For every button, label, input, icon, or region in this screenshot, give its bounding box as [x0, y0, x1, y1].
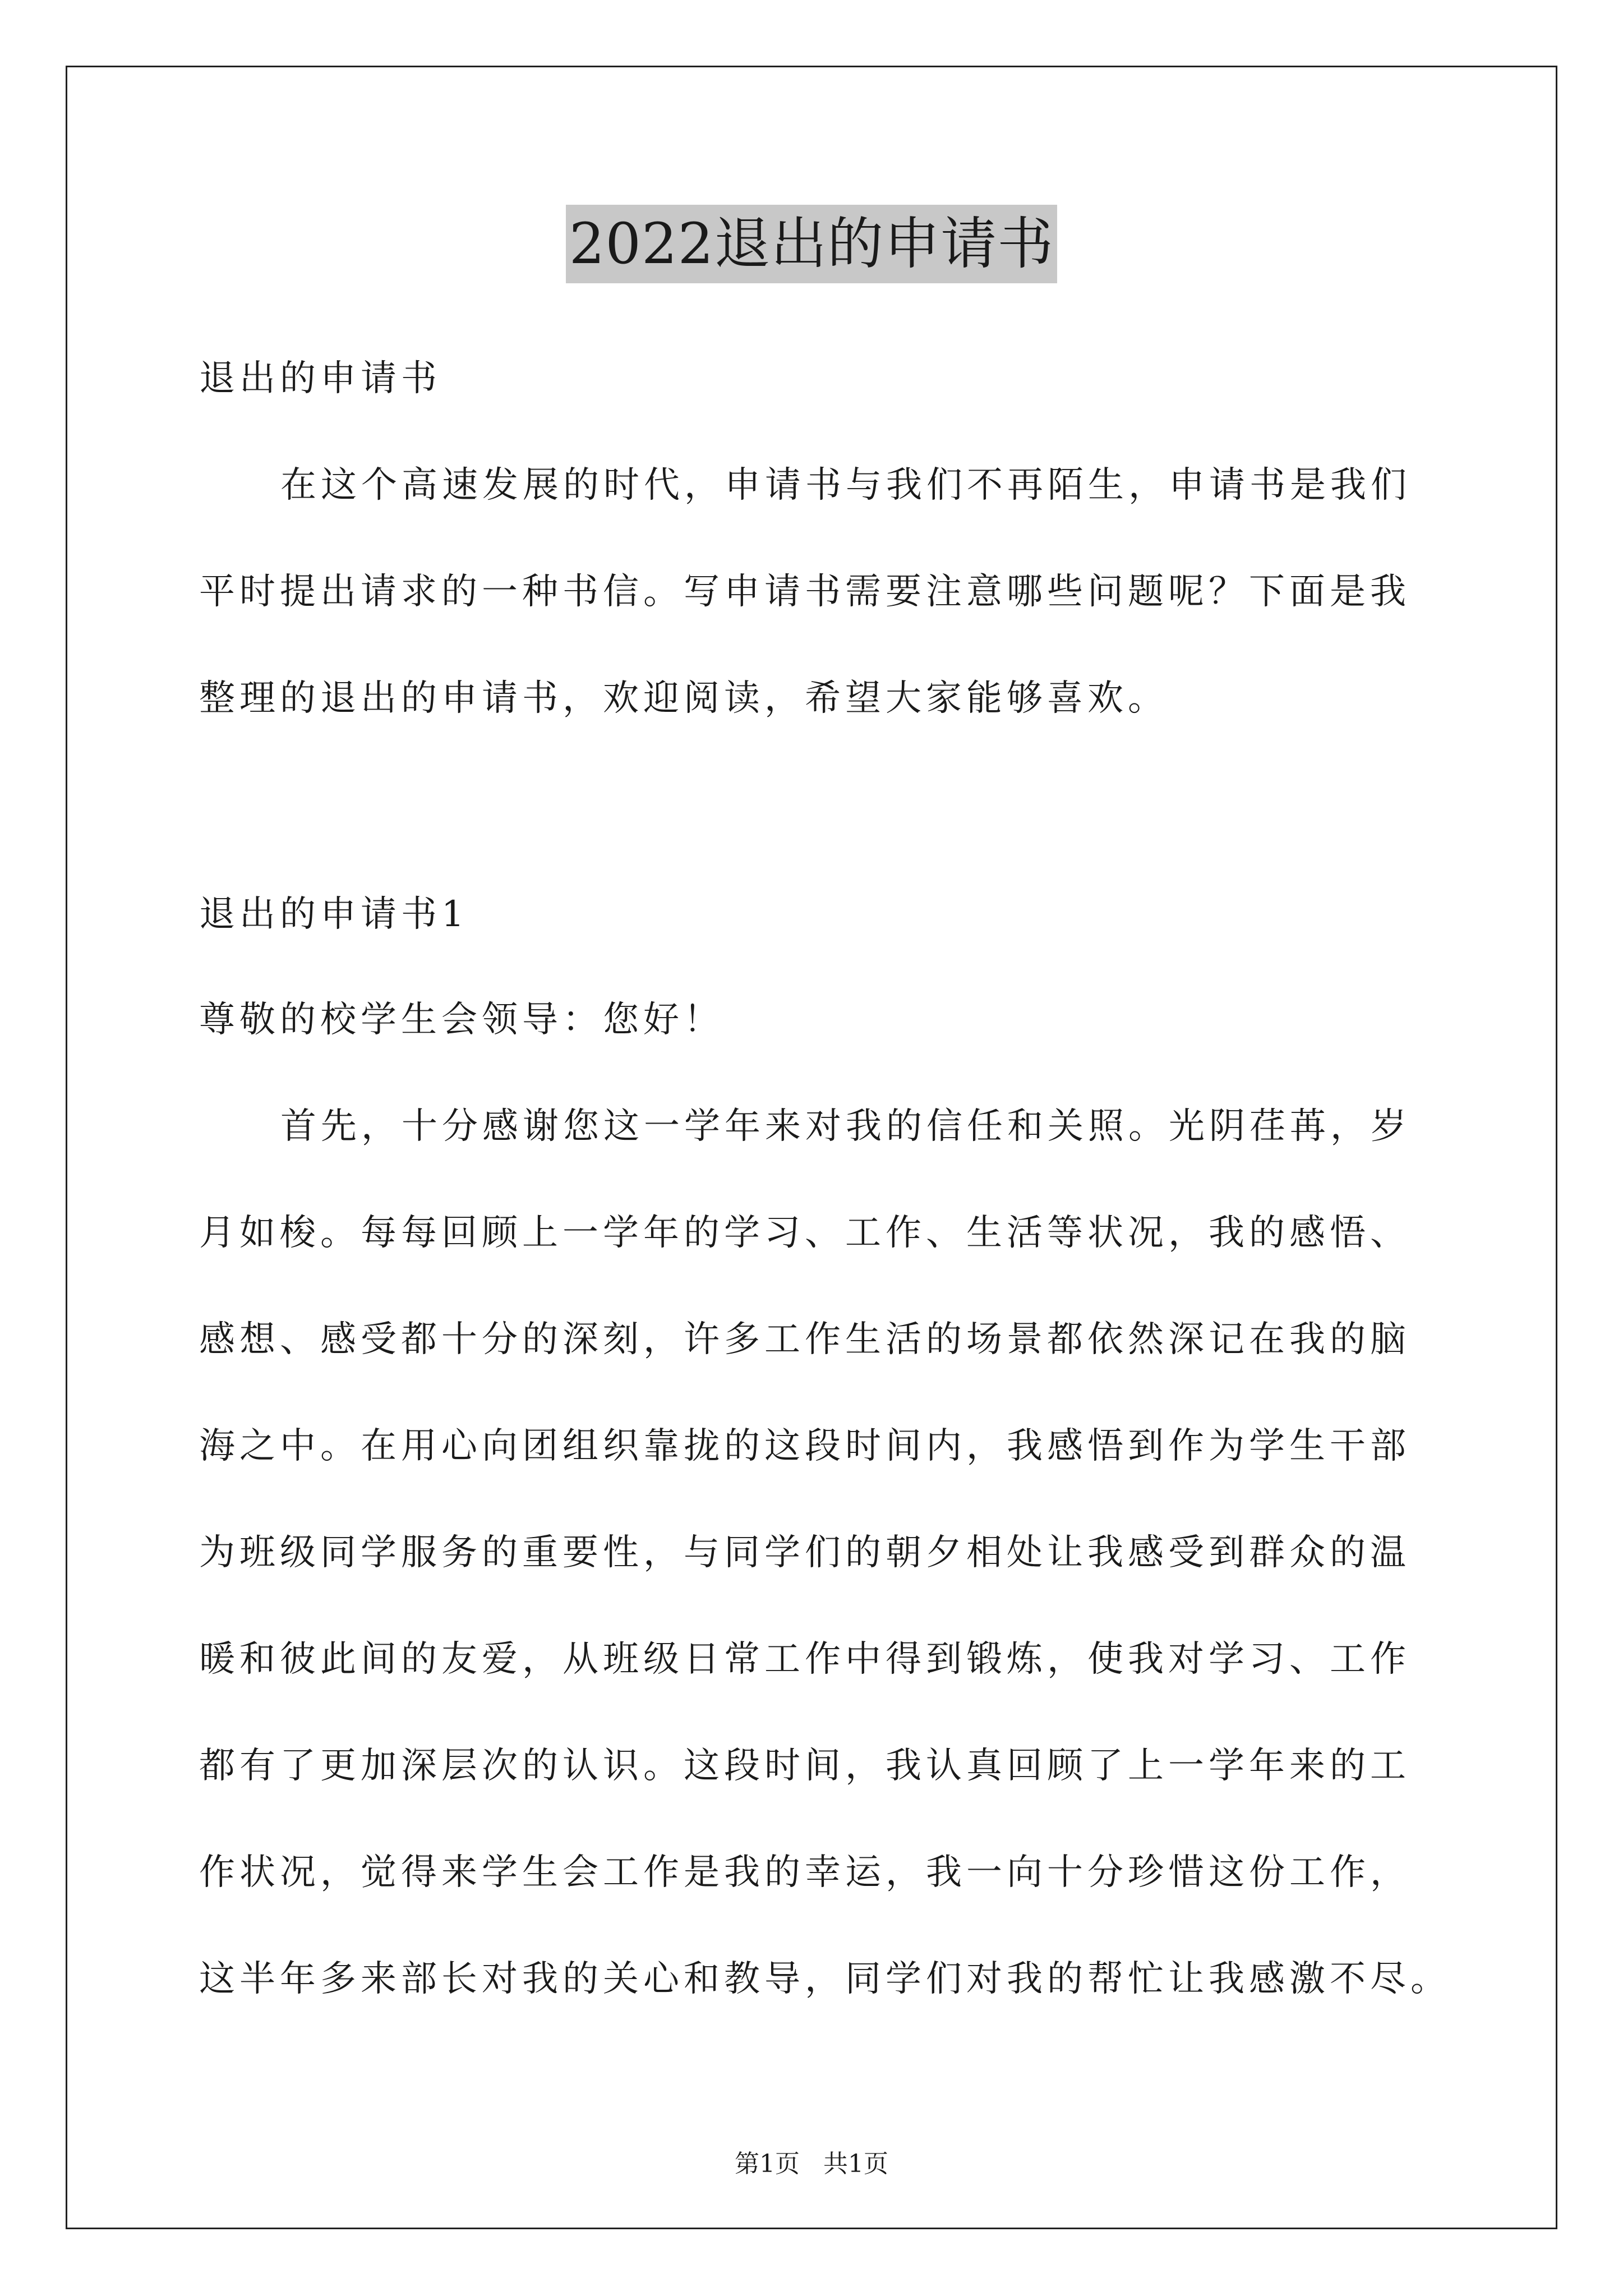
- paragraph-line: 整理的退出的申请书，欢迎阅读，希望大家能够喜欢。: [199, 678, 1168, 719]
- paragraph-line: 作状况，觉得来学生会工作是我的幸运，我一向十分珍惜这份工作，: [199, 1852, 1410, 1893]
- document-title: 2022退出的申请书: [566, 205, 1058, 283]
- paragraph-line: 在这个高速发展的时代，申请书与我们不再陌生，申请书是我们: [280, 464, 1411, 506]
- paragraph-line: 海之中。在用心向团组织靠拢的这段时间内，我感悟到作为学生干部: [199, 1425, 1410, 1467]
- paragraph-line: 为班级同学服务的重要性，与同学们的朝夕相处让我感受到群众的温: [199, 1532, 1410, 1573]
- paragraph-line: 暖和彼此间的友爱，从班级日常工作中得到锻炼，使我对学习、工作: [199, 1639, 1410, 1680]
- subtitle-line: 退出的申请书: [199, 358, 441, 399]
- paragraph-line: 这半年多来部长对我的关心和教导，同学们对我的帮忙让我感激不尽。: [199, 1958, 1451, 2000]
- salutation-line: 尊敬的校学生会领导：您好！: [199, 999, 724, 1041]
- title-container: [0, 205, 1623, 283]
- page-number-footer: 第1页 共1页: [735, 2150, 888, 2178]
- paragraph-line: 感想、感受都十分的深刻，许多工作生活的场景都依然深记在我的脑: [199, 1319, 1410, 1360]
- paragraph-line: 首先，十分感谢您这一学年来对我的信任和关照。光阴荏苒，岁: [280, 1106, 1411, 1147]
- paragraph-line: 都有了更加深层次的认识。这段时间，我认真回顾了上一学年来的工: [199, 1745, 1410, 1787]
- paragraph-line: 月如梭。每每回顾上一学年的学习、工作、生活等状况，我的感悟、: [199, 1212, 1410, 1254]
- section-heading: 退出的申请书1: [199, 894, 469, 935]
- paragraph-line: 平时提出请求的一种书信。写申请书需要注意哪些问题呢？下面是我: [199, 571, 1410, 613]
